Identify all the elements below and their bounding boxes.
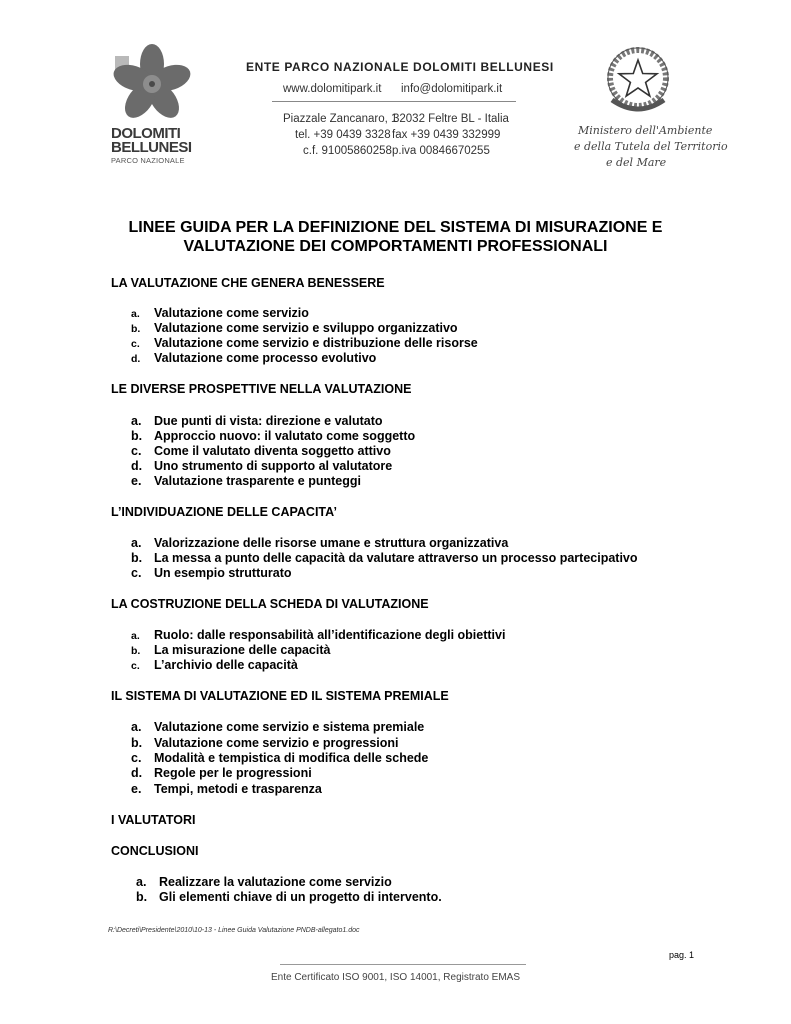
list-marker: d. (131, 353, 141, 365)
ministry-line-3: e del Mare (606, 156, 667, 169)
list-item (131, 751, 428, 765)
list-item (131, 628, 505, 642)
logo-text-line1: DOLOMITI (111, 125, 181, 142)
list-marker: c. (131, 660, 140, 672)
website-link[interactable]: www.dolomitipark.it (283, 83, 382, 95)
file-path: R:\Decreti\Presidente\2010\10-13 - Linee Guida Valutazione PNDB-allegato1.doc (108, 927, 360, 934)
ministry-line-2: e della Tutela del Territorio (574, 140, 728, 153)
list-marker: b. (131, 429, 143, 443)
list-marker: a. (131, 308, 140, 320)
vat-number: p.iva 00846670255 (392, 145, 490, 157)
list-marker: b. (136, 890, 148, 904)
list-item (131, 474, 361, 488)
list-item-text: Approccio nuovo: il valutato come soggetto (154, 429, 416, 443)
section-heading: L’INDIVIDUAZIONE DELLE CAPACITA’ (111, 505, 337, 519)
section-heading: CONCLUSIONI (111, 844, 199, 858)
list-marker: c. (131, 751, 142, 765)
list-item-text: La misurazione delle capacità (154, 643, 331, 657)
list-marker: a. (131, 414, 142, 428)
list-item (131, 351, 376, 365)
list-item (131, 566, 292, 580)
list-marker: b. (131, 736, 143, 750)
list-item (131, 536, 508, 550)
list-item (131, 766, 312, 780)
list-item-text: Valutazione come servizio e distribuzione delle risorse (154, 336, 478, 350)
list-item (131, 306, 309, 320)
logo-text-line2: BELLUNESI (111, 139, 192, 156)
fiscal-code: c.f. 91005860258 (303, 145, 392, 157)
list-item-text: Valutazione come servizio (154, 306, 309, 320)
header-divider (272, 101, 516, 102)
telephone: tel. +39 0439 3328 (295, 129, 391, 141)
list-item-text: Uno strumento di supporto al valutatore (154, 459, 393, 473)
list-marker: e. (131, 782, 142, 796)
list-item-text: Gli elementi chiave di un progetto di intervento. (159, 890, 442, 904)
flower-logo-icon (107, 42, 197, 126)
list-item-text: Realizzare la valutazione come servizio (159, 875, 392, 889)
document-title (0, 218, 791, 256)
logo-text-line3: PARCO NAZIONALE (111, 156, 185, 165)
list-item (131, 444, 391, 458)
list-item (131, 720, 424, 734)
section-heading: I VALUTATORI (111, 813, 196, 827)
ministry-line-1: Ministero dell'Ambiente (578, 124, 713, 137)
list-item-text: Valutazione come processo evolutivo (154, 351, 377, 365)
list-item (136, 890, 442, 904)
list-item (131, 459, 392, 473)
list-item-text: Un esempio strutturato (154, 566, 292, 580)
list-item (131, 643, 330, 657)
list-item (131, 321, 458, 335)
certification-note: Ente Certificato ISO 9001, ISO 14001, Registrato EMAS (270, 972, 520, 983)
list-item (131, 551, 638, 565)
list-item-text: Valutazione trasparente e punteggi (154, 474, 361, 488)
title-line-2: VALUTAZIONE DEI COMPORTAMENTI PROFESSIONALI (183, 238, 608, 255)
list-item-text: Due punti di vista: direzione e valutato (154, 414, 383, 428)
section-heading: LA COSTRUZIONE DELLA SCHEDA DI VALUTAZIONE (111, 597, 429, 611)
list-item (131, 414, 383, 428)
list-marker: c. (131, 444, 142, 458)
list-item-text: Come il valutato diventa soggetto attivo (154, 444, 391, 458)
email-link[interactable]: info@dolomitipark.it (401, 83, 503, 95)
list-marker: a. (131, 536, 142, 550)
address-city: 32032 Feltre BL - Italia (393, 113, 509, 125)
list-item (136, 875, 392, 889)
title-line-1: LINEE GUIDA PER LA DEFINIZIONE DEL SISTEMA DI MISURAZIONE E (128, 219, 663, 236)
italian-republic-emblem-icon (598, 40, 678, 120)
list-marker: b. (131, 645, 141, 657)
section-heading: IL SISTEMA DI VALUTAZIONE ED IL SISTEMA PREMIALE (111, 689, 449, 703)
list-item-text: Regole per le progressioni (154, 766, 312, 780)
list-marker: c. (131, 566, 142, 580)
list-marker: c. (131, 338, 140, 350)
list-item (131, 736, 399, 750)
page-number: pag. 1 (669, 950, 695, 960)
list-item (131, 658, 298, 672)
address-street: Piazzale Zancanaro, 1 (283, 113, 398, 125)
list-marker: a. (131, 630, 140, 642)
list-item-text: Valorizzazione delle risorse umane e struttura organizzativa (154, 536, 509, 550)
list-marker: a. (131, 720, 142, 734)
list-item-text: Tempi, metodi e trasparenza (154, 782, 322, 796)
list-item-text: L’archivio delle capacità (154, 658, 298, 672)
list-item-text: Valutazione come servizio e sistema premiale (154, 720, 425, 734)
list-item (131, 782, 322, 796)
section-heading: LE DIVERSE PROSPETTIVE NELLA VALUTAZIONE (111, 382, 412, 396)
section-heading: LA VALUTAZIONE CHE GENERA BENESSERE (111, 276, 385, 290)
list-item-text: Valutazione come servizio e progressioni (154, 736, 399, 750)
fax: fax +39 0439 332999 (392, 129, 501, 141)
park-logo (105, 42, 200, 170)
list-item-text: Ruolo: dalle responsabilità all’identificazione degli obiettivi (154, 628, 506, 642)
list-item (131, 429, 415, 443)
list-marker: e. (131, 474, 142, 488)
organization-name: ENTE PARCO NAZIONALE DOLOMITI BELLUNESI (246, 60, 554, 74)
list-item-text: Valutazione come servizio e sviluppo organizzativo (154, 321, 458, 335)
list-item (131, 336, 478, 350)
list-marker: b. (131, 323, 141, 335)
list-item-text: Modalità e tempistica di modifica delle schede (154, 751, 429, 765)
list-marker: b. (131, 551, 143, 565)
list-marker: d. (131, 766, 143, 780)
list-marker: d. (131, 459, 143, 473)
list-marker: a. (136, 875, 147, 889)
list-item-text: La messa a punto delle capacità da valutare attraverso un processo partecipativo (154, 551, 638, 565)
footer-divider (280, 964, 526, 965)
